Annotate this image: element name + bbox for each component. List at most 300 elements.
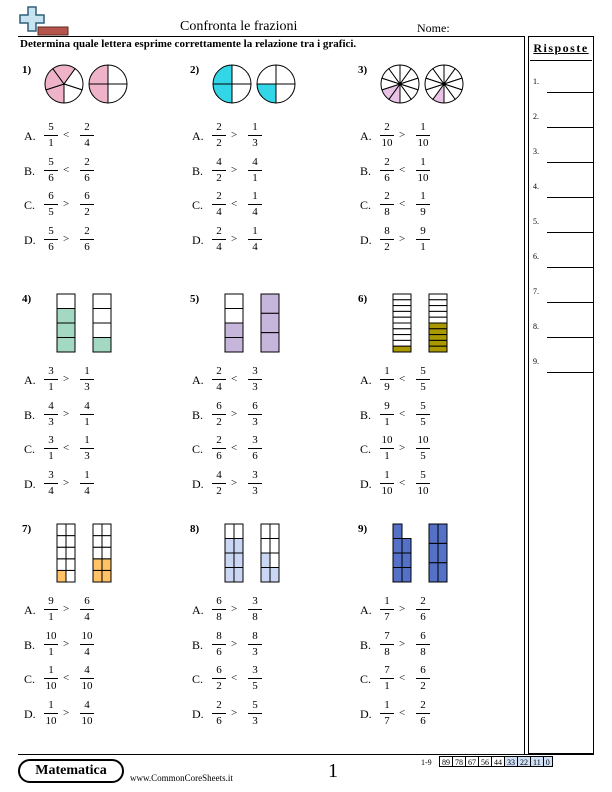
answer-blank[interactable]	[547, 267, 593, 268]
comparison-symbol: >	[63, 407, 70, 420]
denominator: 1	[48, 611, 54, 623]
bar-cell	[393, 294, 411, 300]
choice-letter: D.	[24, 706, 36, 721]
denominator: 8	[384, 645, 390, 658]
answer-line[interactable]	[531, 149, 593, 163]
answer-number: 1.	[533, 77, 539, 86]
fraction-bar-line	[248, 448, 262, 449]
choice-option[interactable]	[24, 630, 174, 660]
problem-number: 6)	[358, 293, 368, 305]
numerator: 2	[216, 224, 222, 237]
numerator: 6	[216, 595, 222, 607]
grid-cell	[225, 553, 234, 568]
numerator: 1	[420, 121, 426, 133]
bar-cell	[57, 309, 75, 324]
fraction-bar-line	[212, 678, 226, 679]
choice-option[interactable]	[192, 190, 342, 220]
fraction-bar-line	[80, 448, 94, 449]
numerator: 5	[48, 121, 54, 133]
fraction	[378, 121, 396, 150]
choice-option[interactable]	[360, 595, 510, 625]
score-cell: 22	[517, 756, 531, 767]
answer-line[interactable]	[531, 219, 593, 233]
numerator: 5	[48, 155, 54, 168]
circle-sector	[213, 84, 232, 103]
denominator: 8	[216, 611, 222, 623]
grid-cell	[393, 568, 402, 583]
problem	[190, 64, 358, 294]
fraction	[414, 469, 432, 498]
grid-cell	[102, 559, 111, 571]
answer-number: 4.	[533, 182, 539, 191]
fraction-bar-line	[416, 448, 430, 449]
fraction	[378, 595, 396, 624]
denominator: 4	[84, 611, 90, 623]
fraction-bar-line	[248, 239, 262, 240]
answer-number: 6.	[533, 252, 539, 261]
choice-letter: A.	[360, 373, 372, 387]
numerator: 2	[84, 224, 90, 237]
choice-option[interactable]	[24, 121, 174, 151]
bar-cell	[429, 335, 447, 341]
choice-option[interactable]	[24, 469, 174, 499]
choice-option[interactable]	[360, 400, 510, 430]
bar-cell	[393, 323, 411, 329]
answer-line[interactable]	[531, 359, 593, 373]
choice-option[interactable]	[192, 434, 342, 464]
grid-cell	[270, 539, 279, 554]
fraction-visuals	[224, 293, 280, 353]
grid-cell	[270, 568, 279, 583]
fraction-visuals	[380, 64, 464, 104]
denominator: 3	[252, 484, 258, 497]
fraction-bar-line	[44, 239, 58, 240]
fraction	[210, 190, 228, 219]
choice-option[interactable]	[192, 121, 342, 151]
choice-option[interactable]	[192, 225, 342, 255]
fraction	[414, 121, 432, 150]
denominator: 10	[381, 137, 393, 149]
fraction-bar-line	[80, 644, 94, 645]
choice-option[interactable]	[192, 699, 342, 729]
fraction-bar-line	[80, 678, 94, 679]
fraction-bar-line	[248, 644, 262, 645]
numerator: 1	[84, 434, 90, 446]
fraction-bar-line	[44, 379, 58, 380]
comparison-symbol: >	[231, 163, 238, 176]
choice-letter: B.	[360, 407, 372, 422]
fraction-grid	[224, 523, 244, 583]
fraction-bar-line	[416, 483, 430, 484]
fraction-bar-line	[248, 414, 262, 415]
answer-number: 9.	[533, 357, 539, 366]
denominator: 3	[48, 415, 54, 428]
grid-cell	[234, 524, 243, 539]
denominator: 9	[384, 381, 390, 393]
denominator: 3	[252, 415, 258, 428]
numerator: 1	[384, 365, 390, 377]
bar-cell	[393, 317, 411, 323]
denominator: 6	[384, 171, 390, 184]
bar-cell	[261, 294, 279, 313]
numerator: 1	[384, 698, 390, 711]
numerator: 3	[252, 365, 258, 377]
fraction-bar-line	[80, 483, 94, 484]
choice-option[interactable]	[192, 664, 342, 694]
comparison-symbol: <	[63, 163, 70, 176]
denominator: 4	[84, 137, 90, 149]
choice-letter: D.	[360, 706, 372, 721]
denominator: 10	[417, 171, 429, 184]
fraction	[246, 156, 264, 185]
fraction-bar-line	[380, 609, 394, 610]
comparison-symbol: <	[63, 129, 70, 141]
fraction	[378, 225, 396, 254]
grid-cell	[261, 539, 270, 554]
numerator: 10	[417, 434, 429, 446]
fraction	[210, 434, 228, 463]
choice-letter: D.	[192, 232, 204, 247]
fraction-bar-line	[248, 204, 262, 205]
fraction-bar-line	[380, 483, 394, 484]
circle-sector	[232, 65, 251, 84]
fraction-bar-line	[44, 678, 58, 679]
bar-cell	[225, 294, 243, 309]
numerator: 5	[420, 468, 426, 481]
instructions: Determina quale lettera esprime correttamente la relazione tra i grafici.	[20, 38, 357, 50]
comparison-symbol: >	[63, 198, 70, 210]
choice-option[interactable]	[192, 595, 342, 625]
choice-option[interactable]	[192, 630, 342, 660]
fraction-visuals	[392, 523, 448, 583]
denominator: 5	[48, 206, 54, 218]
score-cell: 89	[439, 756, 453, 767]
choice-option[interactable]	[24, 699, 174, 729]
answer-blank[interactable]	[547, 302, 593, 303]
fraction-visuals	[56, 523, 112, 583]
choice-letter: C.	[24, 198, 36, 212]
answer-box	[528, 36, 594, 754]
denominator: 6	[216, 714, 222, 727]
answer-line[interactable]	[531, 79, 593, 93]
fraction	[414, 400, 432, 429]
fraction-bar-line	[248, 713, 262, 714]
numerator: 2	[384, 155, 390, 168]
choice-letter: D.	[24, 232, 36, 247]
choice-option[interactable]	[24, 400, 174, 430]
numerator: 3	[252, 664, 258, 676]
choice-option[interactable]	[24, 156, 174, 186]
fraction-bar-line	[380, 644, 394, 645]
bar-cell	[429, 340, 447, 346]
brand-badge: Matematica	[18, 759, 124, 783]
comparison-symbol: >	[231, 407, 238, 420]
numerator: 9	[384, 399, 390, 412]
denominator: 1	[384, 680, 390, 692]
fraction-visuals	[224, 523, 280, 583]
grid-cell	[93, 559, 102, 571]
fraction	[378, 664, 396, 693]
answer-blank[interactable]	[547, 337, 593, 338]
choice-letter: D.	[24, 476, 36, 491]
denominator: 9	[420, 206, 426, 218]
grid-cell	[393, 539, 402, 554]
fraction-bar-line	[416, 239, 430, 240]
fraction	[78, 699, 96, 728]
denominator: 5	[252, 680, 258, 692]
comparison-symbol: >	[231, 129, 238, 141]
numerator: 2	[384, 121, 390, 133]
denominator: 1	[384, 415, 390, 428]
choice-option[interactable]	[360, 664, 510, 694]
grid-cell	[57, 536, 66, 548]
bar-cell	[93, 309, 111, 324]
score-cell: 56	[478, 756, 492, 767]
grid-cell	[57, 570, 66, 582]
comparison-symbol: <	[399, 476, 406, 489]
choice-option[interactable]	[360, 225, 510, 255]
choice-option[interactable]	[24, 664, 174, 694]
fraction	[42, 365, 60, 394]
choice-option[interactable]	[360, 121, 510, 151]
choice-letter: B.	[192, 407, 204, 422]
bar-cell	[429, 317, 447, 323]
choice-option[interactable]	[192, 156, 342, 186]
fraction	[42, 699, 60, 728]
answer-line[interactable]	[531, 114, 593, 128]
fraction-grid	[92, 523, 112, 583]
numerator: 8	[252, 629, 258, 642]
answer-blank[interactable]	[547, 372, 593, 373]
grid-cell	[438, 543, 447, 562]
fraction-circle	[380, 64, 420, 104]
fraction-bar-line	[380, 239, 394, 240]
comparison-symbol: <	[399, 407, 406, 420]
answer-line[interactable]	[531, 184, 593, 198]
comparison-symbol: <	[399, 373, 406, 385]
choice-letter: C.	[360, 198, 372, 212]
fraction-bar-line	[416, 713, 430, 714]
denominator: 6	[84, 171, 90, 184]
numerator: 6	[420, 664, 426, 676]
numerator: 2	[84, 155, 90, 168]
choice-option[interactable]	[24, 595, 174, 625]
page-number: 1	[328, 760, 338, 782]
choice-option[interactable]	[360, 434, 510, 464]
fraction-bar-line	[416, 204, 430, 205]
comparison-symbol: <	[63, 672, 70, 684]
choice-option[interactable]	[360, 699, 510, 729]
problem-number: 5)	[190, 293, 200, 305]
choice-option[interactable]	[360, 156, 510, 186]
circle-sector	[89, 84, 108, 103]
answer-line[interactable]	[531, 254, 593, 268]
numerator: 4	[216, 468, 222, 481]
fraction	[246, 699, 264, 728]
answer-blank[interactable]	[547, 92, 593, 93]
denominator: 2	[420, 680, 426, 692]
problem	[358, 64, 526, 294]
fraction	[42, 630, 60, 659]
fraction-bar-line	[380, 135, 394, 136]
grid-cell	[93, 536, 102, 548]
problem-number: 1)	[22, 64, 32, 76]
numerator: 2	[216, 121, 222, 133]
bar-cell	[225, 338, 243, 353]
circle-sector	[276, 65, 295, 84]
score-table	[440, 756, 553, 767]
grid-cell	[402, 539, 411, 554]
circle-sector	[213, 65, 232, 84]
fraction	[414, 595, 432, 624]
choice-option[interactable]	[360, 190, 510, 220]
grid-cell	[261, 553, 270, 568]
website-link[interactable]: www.CommonCoreSheets.it	[130, 773, 233, 783]
circle-sector	[257, 84, 276, 103]
choice-letter: B.	[192, 637, 204, 652]
denominator: 5	[420, 381, 426, 393]
score-cell: 78	[452, 756, 466, 767]
grid-cell	[102, 547, 111, 559]
fraction-bar-line	[80, 204, 94, 205]
choice-option[interactable]	[24, 365, 174, 395]
fraction-bar-line	[248, 135, 262, 136]
circle-sector	[108, 65, 127, 84]
fraction-bar-line	[416, 678, 430, 679]
comparison-symbol: >	[231, 637, 238, 650]
fraction	[78, 156, 96, 185]
answer-blank[interactable]	[547, 232, 593, 233]
fraction-grid	[260, 523, 280, 583]
comparison-symbol: >	[231, 603, 238, 615]
answer-number: 5.	[533, 217, 539, 226]
fraction	[378, 190, 396, 219]
fraction-bar-line	[212, 204, 226, 205]
fraction-bar	[428, 293, 448, 353]
fraction	[246, 595, 264, 624]
numerator: 9	[420, 224, 426, 237]
score-cell: 44	[491, 756, 505, 767]
grid-cell	[429, 524, 438, 543]
fraction	[78, 400, 96, 429]
numerator: 2	[216, 365, 222, 377]
numerator: 2	[216, 698, 222, 711]
fraction	[42, 225, 60, 254]
denominator: 5	[420, 450, 426, 462]
comparison-symbol: >	[63, 637, 70, 650]
choice-option[interactable]	[360, 469, 510, 499]
answer-number: 7.	[533, 287, 539, 296]
bar-cell	[225, 309, 243, 324]
choice-option[interactable]	[24, 225, 174, 255]
numerator: 3	[252, 468, 258, 481]
fraction-bar-line	[416, 379, 430, 380]
fraction	[210, 664, 228, 693]
denominator: 8	[384, 206, 390, 218]
denominator: 8	[252, 611, 258, 623]
numerator: 1	[420, 155, 426, 168]
numerator: 3	[48, 434, 54, 446]
comparison-symbol: >	[63, 706, 70, 719]
fraction	[78, 469, 96, 498]
fraction-bar-line	[416, 644, 430, 645]
fraction-bar-line	[212, 609, 226, 610]
numerator: 4	[252, 155, 258, 168]
choice-option[interactable]	[360, 630, 510, 660]
choice-letter: B.	[192, 163, 204, 178]
fraction	[378, 434, 396, 463]
fraction-bar-line	[212, 414, 226, 415]
fraction	[246, 365, 264, 394]
fraction-bar-line	[212, 239, 226, 240]
numerator: 9	[48, 595, 54, 607]
name-label: Nome:	[417, 21, 450, 35]
fraction-bar	[260, 293, 280, 353]
answer-line[interactable]	[531, 324, 593, 338]
fraction-bar-line	[416, 609, 430, 610]
fraction	[42, 434, 60, 463]
fraction-grid	[56, 523, 76, 583]
fraction-bar	[224, 293, 244, 353]
choice-letter: D.	[192, 476, 204, 491]
fraction-bar-line	[416, 170, 430, 171]
answer-blank[interactable]	[547, 162, 593, 163]
numerator: 7	[384, 629, 390, 642]
score-cell: 67	[465, 756, 479, 767]
fraction-bar-line	[80, 609, 94, 610]
choice-letter: B.	[24, 637, 36, 652]
comparison-symbol: <	[231, 442, 238, 454]
choice-letter: C.	[192, 198, 204, 212]
choice-option[interactable]	[192, 365, 342, 395]
fraction-bar	[92, 293, 112, 353]
fraction	[414, 664, 432, 693]
grid-cell	[66, 559, 75, 571]
choice-option[interactable]	[24, 434, 174, 464]
numerator: 4	[84, 664, 90, 676]
numerator: 6	[420, 629, 426, 642]
choice-option[interactable]	[192, 400, 342, 430]
bar-cell	[429, 311, 447, 317]
comparison-symbol: >	[399, 637, 406, 650]
choice-option[interactable]	[360, 365, 510, 395]
problem-number: 2)	[190, 64, 200, 76]
choice-letter: C.	[192, 442, 204, 456]
circle-sector	[257, 65, 276, 84]
answer-number: 2.	[533, 112, 539, 121]
denominator: 1	[84, 415, 90, 428]
answer-blank[interactable]	[547, 127, 593, 128]
bar-cell	[393, 329, 411, 335]
numerator: 1	[48, 698, 54, 711]
answer-blank[interactable]	[547, 197, 593, 198]
denominator: 7	[384, 714, 390, 727]
fraction	[246, 630, 264, 659]
circle-sector	[276, 84, 295, 103]
choice-letter: D.	[360, 232, 372, 247]
bar-cell	[429, 329, 447, 335]
grid-cell	[234, 539, 243, 554]
choice-option[interactable]	[24, 190, 174, 220]
choice-option[interactable]	[192, 469, 342, 499]
grid-cell	[93, 524, 102, 536]
numerator: 1	[252, 190, 258, 202]
numerator: 1	[384, 468, 390, 481]
answer-line[interactable]	[531, 289, 593, 303]
numerator: 4	[84, 698, 90, 711]
fraction	[246, 400, 264, 429]
bar-cell	[57, 294, 75, 309]
